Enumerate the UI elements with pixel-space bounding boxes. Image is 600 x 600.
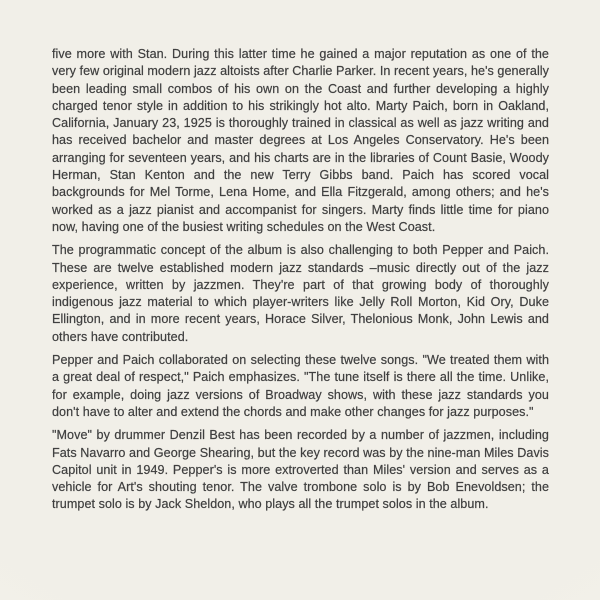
paragraph-4: "Move" by drummer Denzil Best has been recorded by a number of jazzmen, including Fats Navarro and George Shearing, but the key record was by the nine-man Miles Davis Capitol unit in 1949. Pepper's is more extroverted than Miles' version and serves as a vehicle for Art's shouting tenor. The valve trombone solo is by Bob Enevoldsen; the trumpet solo is by Jack Sheldon, who plays all the trumpet solos in the album. [52,428,549,512]
paragraph-3: Pepper and Paich collaborated on selecting these twelve songs. "We treated them with a great deal of respect," Paich emphasizes. "The tune itself is there all the time. Unlike, for example, doing jazz versions of Broadway shows, with these jazz standards you don't have to alter and extend the chords and make other changes for jazz purposes." [52,353,549,419]
liner-notes-text [52,46,549,514]
paragraph-2: The programmatic concept of the album is also challenging to both Pepper and Paich. These are twelve established modern jazz standards –music directly out of the jazz experience, written by jazzmen. They're part of that growing body of thoroughly indigenous jazz material to which player-writers like Jelly Roll Morton, Kid Ory, Duke Ellington, and in more recent years, Horace Silver, Thelonious Monk, John Lewis and others have contributed. [52,243,549,344]
paragraph-1: five more with Stan. During this latter time he gained a major reputation as one of the very few original modern jazz altoists after Charlie Parker. In recent years, he's generally been leading small combos of his own on the Coast and further developing a highly charged tenor style in addition to his strikingly hot alto. Marty Paich, born in Oakland, California, January 23, 1925 is thoroughly trained in classical as well as jazz writing and has received bachelor and master degrees at Los Angeles Conservatory. He's been arranging for seventeen years, and his charts are in the libraries of Count Basie, Woody Herman, Stan Kenton and the new Terry Gibbs band. Paich has scored vocal backgrounds for Mel Torme, Lena Home, and Ella Fitzgerald, among others; and he's worked as a jazz pianist and accompanist for singers. Marty finds little time for piano now, having one of the busiest writing schedules on the West Coast. [52,47,549,234]
